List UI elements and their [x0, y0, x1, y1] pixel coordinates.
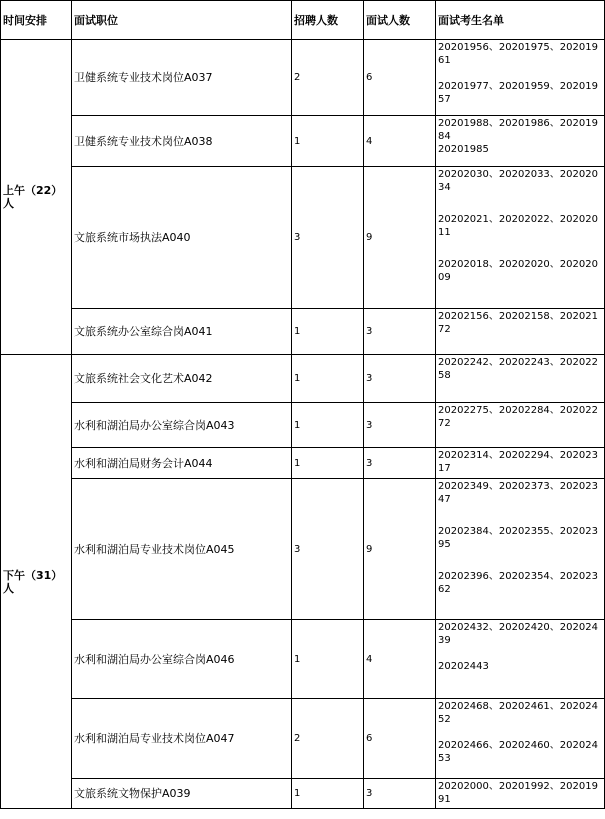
position-cell: 文旅系统文物保护A039: [72, 779, 292, 809]
candidate-group: 20202030、20202033、20202034: [438, 169, 598, 193]
candidate-list: [436, 116, 605, 167]
interview-count: 6: [364, 40, 436, 116]
candidate-group: 20202000、20201992、20201991: [438, 781, 598, 805]
interview-count: 4: [364, 620, 436, 699]
candidate-group: 20201977、20201959、20201957: [438, 81, 598, 105]
candidate-group: 20202432、20202420、20202439: [438, 622, 598, 646]
recruit-count: 1: [292, 403, 364, 448]
candidate-group: 20202156、20202158、20202172: [438, 311, 598, 335]
table-row: [1, 40, 605, 116]
interview-count: 4: [364, 116, 436, 167]
interview-count: 3: [364, 309, 436, 355]
candidate-list: [436, 479, 605, 620]
position-cell: 水利和湖泊局办公室综合岗A043: [72, 403, 292, 448]
recruit-count: 2: [292, 40, 364, 116]
candidate-list: [436, 309, 605, 355]
interview-count: 3: [364, 403, 436, 448]
table-row: [1, 479, 605, 620]
position-cell: 文旅系统市场执法A040: [72, 167, 292, 309]
interview-count: 3: [364, 448, 436, 479]
candidate-list: [436, 403, 605, 448]
position-cell: 水利和湖泊局专业技术岗位A045: [72, 479, 292, 620]
table-row: [1, 779, 605, 809]
header-candidate-list: 面试考生名单: [436, 1, 605, 40]
header-time: 时间安排: [1, 1, 72, 40]
candidate-list: [436, 40, 605, 116]
session-morning: 上午（22）人: [1, 40, 72, 355]
candidate-group: 20202466、20202460、20202453: [438, 740, 598, 764]
candidate-list: [436, 779, 605, 809]
candidate-group: 20201988、20201986、20201984: [438, 118, 598, 142]
recruit-count: 1: [292, 620, 364, 699]
candidate-group: 20202384、20202355、20202395: [438, 526, 598, 550]
position-cell: 水利和湖泊局专业技术岗位A047: [72, 699, 292, 779]
table-row: [1, 309, 605, 355]
candidate-group: 20202396、20202354、20202362: [438, 571, 598, 595]
header-row: [1, 1, 605, 40]
candidate-group: 20202443: [438, 661, 489, 672]
table-row: [1, 355, 605, 403]
header-interview-count: 面试人数: [364, 1, 436, 40]
position-cell: 水利和湖泊局办公室综合岗A046: [72, 620, 292, 699]
candidate-list: [436, 167, 605, 309]
candidate-list: [436, 448, 605, 479]
candidate-group: 20201956、20201975、20201961: [438, 42, 598, 66]
table-row: [1, 448, 605, 479]
interview-count: 9: [364, 479, 436, 620]
recruit-count: 1: [292, 355, 364, 403]
recruit-count: 1: [292, 448, 364, 479]
recruit-count: 1: [292, 779, 364, 809]
candidate-group: 20201985: [438, 144, 489, 155]
candidate-group: 20202275、20202284、20202272: [438, 405, 598, 429]
recruit-count: 1: [292, 116, 364, 167]
candidate-group: 20202021、20202022、20202011: [438, 214, 598, 238]
recruit-count: 3: [292, 479, 364, 620]
table-row: [1, 699, 605, 779]
recruit-count: 3: [292, 167, 364, 309]
table-row: [1, 167, 605, 309]
candidate-group: 20202314、20202294、20202317: [438, 450, 598, 474]
interview-count: 3: [364, 355, 436, 403]
table-row: [1, 620, 605, 699]
table-row: [1, 116, 605, 167]
candidate-list: [436, 620, 605, 699]
interview-count: 6: [364, 699, 436, 779]
interview-count: 3: [364, 779, 436, 809]
header-recruit-count: 招聘人数: [292, 1, 364, 40]
candidate-group: 20202242、20202243、20202258: [438, 357, 598, 381]
candidate-group: 20202468、20202461、20202452: [438, 701, 598, 725]
recruit-count: 2: [292, 699, 364, 779]
position-cell: 水利和湖泊局财务会计A044: [72, 448, 292, 479]
candidate-list: [436, 699, 605, 779]
header-position: 面试职位: [72, 1, 292, 40]
interview-count: 9: [364, 167, 436, 309]
session-afternoon: 下午（31）人: [1, 355, 72, 809]
recruit-count: 1: [292, 309, 364, 355]
candidate-group: 20202349、20202373、20202347: [438, 481, 598, 505]
position-cell: 文旅系统社会文化艺术A042: [72, 355, 292, 403]
position-cell: 卫健系统专业技术岗位A037: [72, 40, 292, 116]
position-cell: 文旅系统办公室综合岗A041: [72, 309, 292, 355]
candidate-group: 20202018、20202020、20202009: [438, 259, 598, 283]
position-cell: 卫健系统专业技术岗位A038: [72, 116, 292, 167]
table-row: [1, 403, 605, 448]
candidate-list: [436, 355, 605, 403]
